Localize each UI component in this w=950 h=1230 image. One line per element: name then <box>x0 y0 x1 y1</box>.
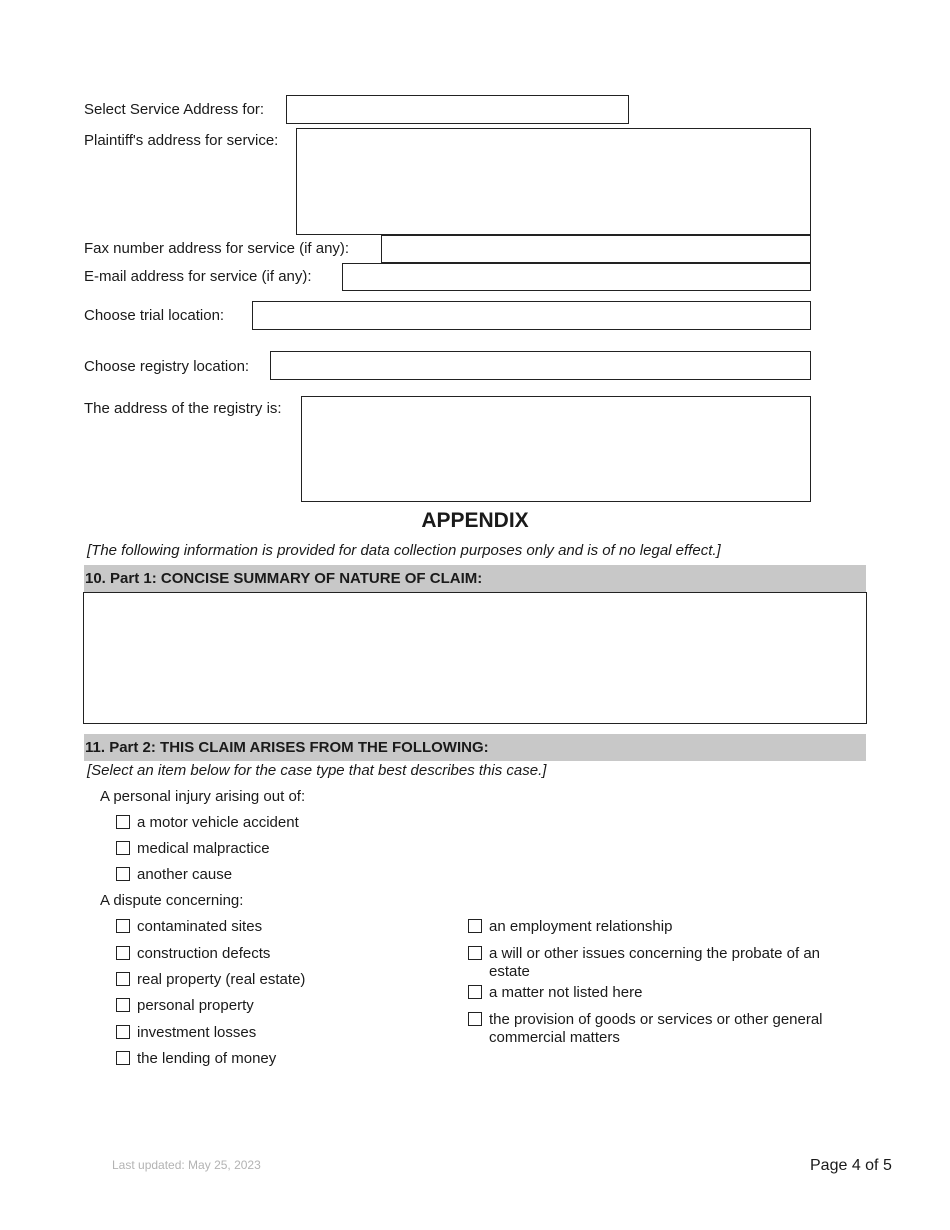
select-service-address-dropdown[interactable] <box>286 95 629 124</box>
plaintiff-address-label: Plaintiff's address for service: <box>84 132 279 149</box>
dispute-heading: A dispute concerning: <box>100 892 244 909</box>
dispute-option-will-probate[interactable] <box>468 945 848 981</box>
dispute-option-construction-defects[interactable] <box>116 945 270 963</box>
checkbox[interactable] <box>468 985 482 999</box>
dispute-option-contaminated-sites[interactable] <box>116 918 262 936</box>
dispute-option-lending-of-money[interactable] <box>116 1050 276 1068</box>
registry-address-field <box>301 396 811 502</box>
trial-location-dropdown[interactable] <box>252 301 811 330</box>
checkbox[interactable] <box>116 841 130 855</box>
trial-location-label: Choose trial location: <box>84 307 225 324</box>
checkbox[interactable] <box>116 946 130 960</box>
option-label: personal property <box>137 997 254 1014</box>
checkbox[interactable] <box>116 815 130 829</box>
appendix-note: [The following information is provided for data collection purposes only and is of no legal effect.] <box>87 542 721 559</box>
option-label: a matter not listed here <box>489 984 643 1001</box>
claim-summary-field[interactable] <box>83 592 867 724</box>
plaintiff-address-field[interactable] <box>296 128 811 235</box>
select-service-address-label: Select Service Address for: <box>84 101 265 118</box>
option-label: a will or other issues concerning the probate of an estate <box>489 945 821 980</box>
option-label: another cause <box>137 866 233 883</box>
registry-address-label: The address of the registry is: <box>84 400 282 417</box>
option-label: medical malpractice <box>137 840 270 857</box>
dispute-option-real-property[interactable] <box>116 971 305 989</box>
part2-header: 11. Part 2: THIS CLAIM ARISES FROM THE FOLLOWING: <box>84 734 866 761</box>
dispute-option-personal-property[interactable] <box>116 997 254 1015</box>
option-label: contaminated sites <box>137 918 263 935</box>
injury-option-another-cause[interactable] <box>116 866 232 884</box>
checkbox[interactable] <box>116 972 130 986</box>
fax-number-field[interactable] <box>381 235 811 263</box>
registry-location-label: Choose registry location: <box>84 358 250 375</box>
checkbox[interactable] <box>468 946 482 960</box>
option-label: an employment relationship <box>489 918 673 935</box>
personal-injury-heading: A personal injury arising out of: <box>100 788 306 805</box>
option-label: real property (real estate) <box>137 971 306 988</box>
dispute-option-matter-not-listed[interactable] <box>468 984 848 1002</box>
registry-location-dropdown[interactable] <box>270 351 811 380</box>
checkbox[interactable] <box>116 1025 130 1039</box>
dispute-option-employment[interactable] <box>468 918 848 936</box>
checkbox[interactable] <box>116 867 130 881</box>
email-address-label: E-mail address for service (if any): <box>84 268 312 285</box>
option-label: construction defects <box>137 945 271 962</box>
appendix-title: APPENDIX <box>421 509 529 532</box>
checkbox[interactable] <box>116 919 130 933</box>
checkbox[interactable] <box>116 1051 130 1065</box>
last-updated-text: Last updated: May 25, 2023 <box>112 1158 261 1172</box>
dispute-option-goods-services[interactable] <box>468 1011 848 1047</box>
email-address-field[interactable] <box>342 263 811 291</box>
checkbox[interactable] <box>468 919 482 933</box>
fax-number-label: Fax number address for service (if any): <box>84 240 350 257</box>
part2-instruction: [Select an item below for the case type that best describes this case.] <box>87 762 547 779</box>
option-label: the provision of goods or services or other general commercial matters <box>489 1011 823 1046</box>
option-label: investment losses <box>137 1024 257 1041</box>
checkbox[interactable] <box>468 1012 482 1026</box>
option-label: a motor vehicle accident <box>137 814 299 831</box>
page-number: Page 4 of 5 <box>810 1157 892 1174</box>
dispute-option-investment-losses[interactable] <box>116 1024 256 1042</box>
injury-option-medical-malpractice[interactable] <box>116 840 270 858</box>
option-label: the lending of money <box>137 1050 277 1067</box>
injury-option-motor-vehicle[interactable] <box>116 814 299 832</box>
part1-header: 10. Part 1: CONCISE SUMMARY OF NATURE OF CLAIM: <box>84 565 866 592</box>
checkbox[interactable] <box>116 998 130 1012</box>
